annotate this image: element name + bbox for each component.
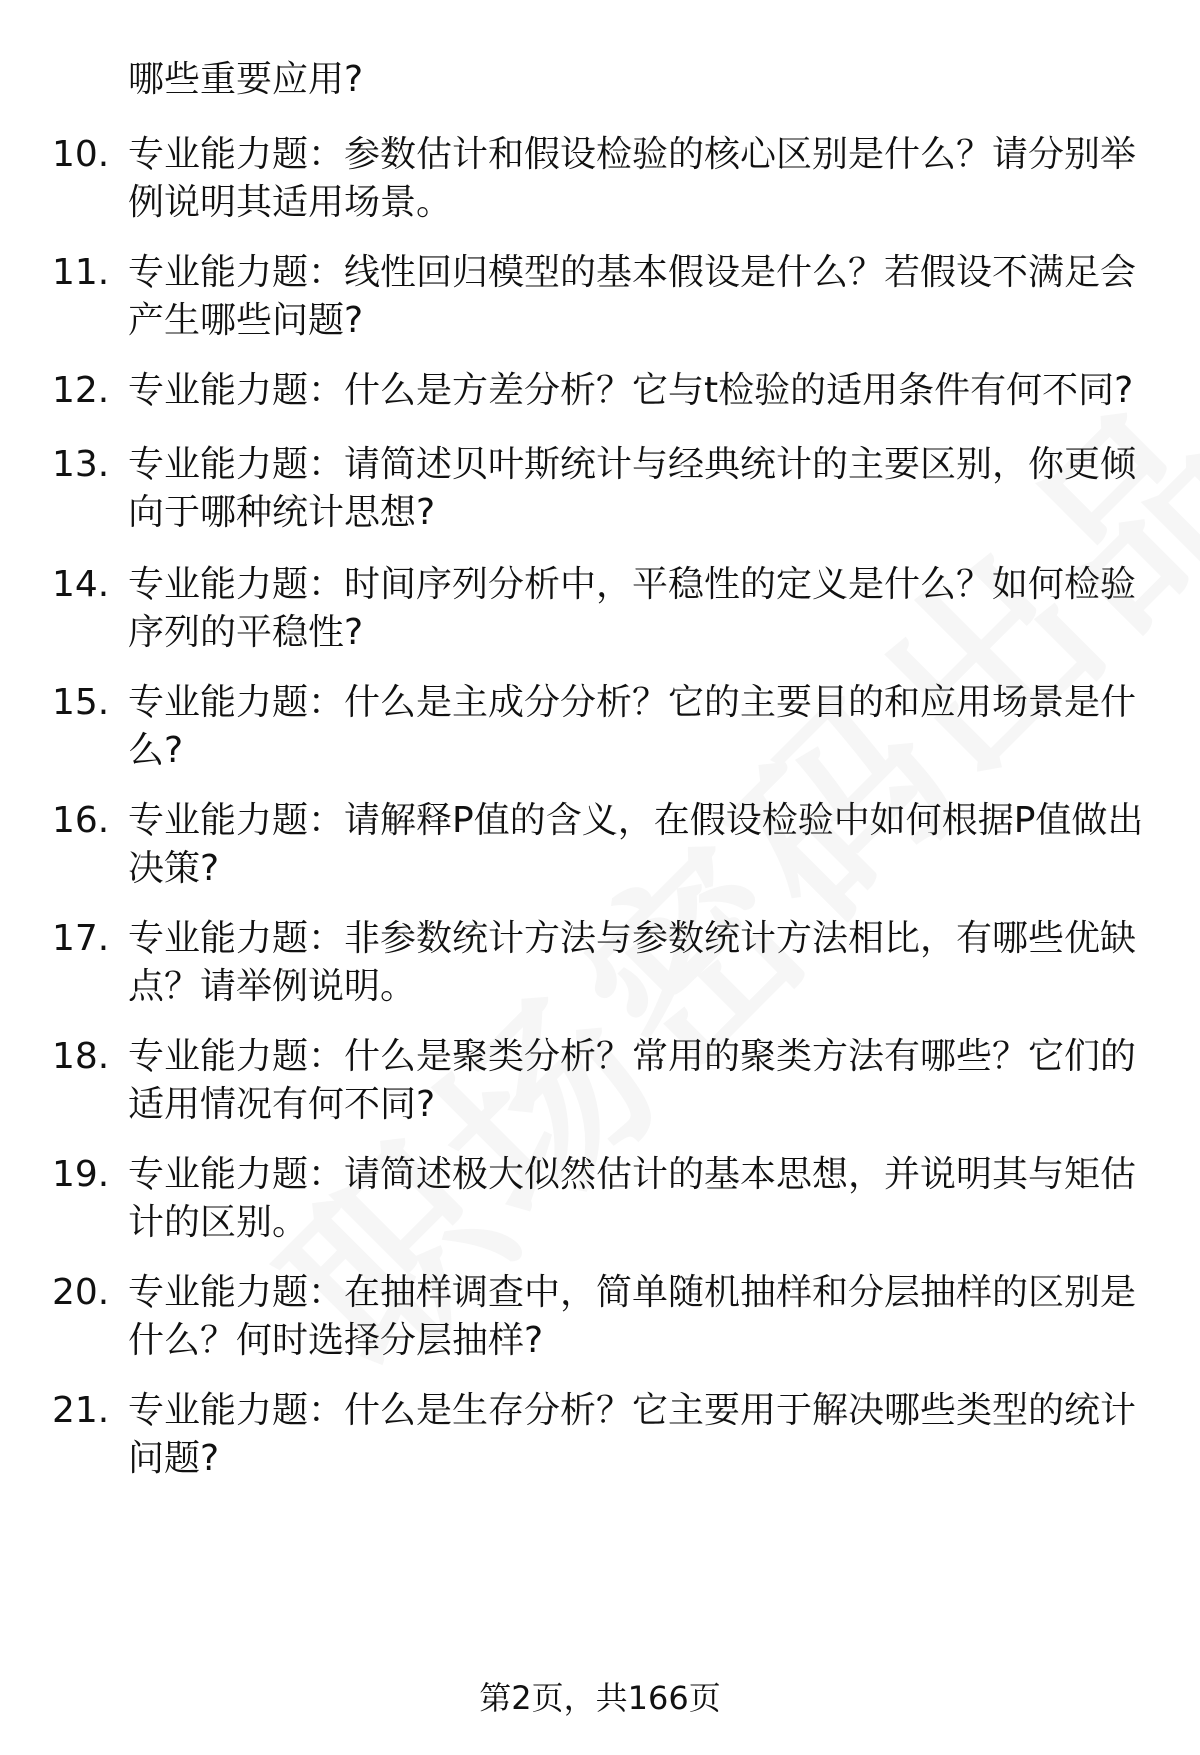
item-number: 19. [52,1154,110,1195]
item-number: 13. [52,444,110,485]
item-text-line1: 专业能力题：什么是生存分析？它主要用于解决哪些类型的统计 [128,1390,1137,1431]
item-text-line1: 专业能力题：参数估计和假设检验的核心区别是什么？请分别举 [128,134,1137,175]
item-text-line1: 专业能力题：请简述贝叶斯统计与经典统计的主要区别，你更倾 [128,444,1137,485]
item-text-line2: 适用情况有何不同? [128,1084,436,1125]
item-number: 16. [52,800,110,841]
item-text-line1: 专业能力题：请简述极大似然估计的基本思想，并说明其与矩估 [128,1154,1137,1195]
item-text-line1: 专业能力题：什么是主成分分析？它的主要目的和应用场景是什 [128,682,1137,723]
item-text-line2: 向于哪种统计思想? [128,492,436,533]
page-footer: 第2页，共166页 [479,1679,721,1717]
item-number: 18. [52,1036,110,1077]
item-number: 21. [52,1390,110,1431]
item-number: 17. [52,918,110,959]
item-number: 20. [52,1272,110,1313]
item-number: 10. [52,134,110,175]
item-text-line2: 计的区别。 [128,1202,309,1243]
item-text-line1: 专业能力题：线性回归模型的基本假设是什么？若假设不满足会 [128,252,1137,293]
item-number: 15. [52,682,110,723]
item-text-line1: 专业能力题：什么是方差分析？它与t检验的适用条件有何不同? [128,370,1134,411]
item-text-line1: 专业能力题：请解释P值的含义，在假设检验中如何根据P值做出 [128,800,1144,841]
item-text-line1: 专业能力题：什么是聚类分析？常用的聚类方法有哪些？它们的 [128,1036,1137,1077]
item-text-line1: 专业能力题：非参数统计方法与参数统计方法相比，有哪些优缺 [128,918,1137,959]
item-text-line2: 什么？何时选择分层抽样? [128,1320,544,1361]
item-number: 12. [52,370,110,411]
item-text-line1: 专业能力题：时间序列分析中，平稳性的定义是什么？如何检验 [128,564,1137,605]
item-text-line2: 序列的平稳性? [128,612,364,653]
item-text-line2: 点？请举例说明。 [128,966,417,1007]
item-text-line2: 问题? [128,1438,220,1479]
item-number: 11. [52,252,110,293]
item-text-line2: 产生哪些问题? [128,300,364,341]
item-text-line1: 专业能力题：在抽样调查中，简单随机抽样和分层抽样的区别是 [128,1272,1137,1313]
item-text-line2: 么? [128,730,184,771]
item-text-line2: 决策? [128,848,220,889]
continuation-line: 哪些重要应用? [128,59,364,100]
item-text-line2: 例说明其适用场景。 [128,182,453,223]
item-number: 14. [52,564,110,605]
